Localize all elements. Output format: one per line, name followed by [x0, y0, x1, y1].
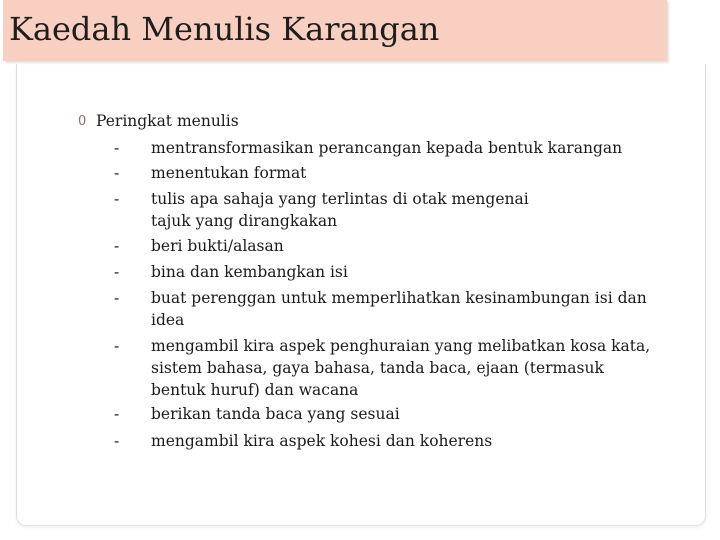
- dash-marker: -: [114, 263, 120, 281]
- dash-marker: -: [114, 405, 120, 423]
- list-item-line: menentukan format: [151, 164, 307, 182]
- list-item-text: [151, 335, 651, 401]
- section-heading: Peringkat menulis: [96, 112, 239, 130]
- list-item-text: [151, 235, 651, 257]
- list-item-text: [151, 261, 651, 283]
- list-item-line: mengambil kira aspek penghuraian yang melibatkan kosa kata,: [151, 337, 651, 355]
- dash-marker: -: [114, 164, 120, 182]
- list-item-text: [151, 287, 651, 331]
- list-item-line: bina dan kembangkan isi: [151, 263, 348, 281]
- list-item-text: [151, 137, 651, 159]
- list-item-line: beri bukti/alasan: [151, 237, 284, 255]
- list-item-line: berikan tanda baca yang sesuai: [151, 405, 400, 423]
- slide-title: Kaedah Menulis Karangan: [9, 10, 440, 48]
- dash-marker: -: [114, 432, 120, 450]
- list-item-line: mentransformasikan perancangan kepada bentuk karangan: [151, 139, 623, 157]
- list-item-line: bentuk huruf) dan wacana: [151, 381, 359, 399]
- dash-marker: -: [114, 190, 120, 208]
- dash-marker: -: [114, 237, 120, 255]
- bullet-icon: 0: [78, 114, 87, 129]
- list-item-line: tulis apa sahaja yang terlintas di otak mengenai: [151, 190, 529, 208]
- dash-marker: -: [114, 337, 120, 355]
- list-item-text: [151, 403, 651, 425]
- list-item-line: buat perenggan untuk memperlihatkan kesinambungan isi dan: [151, 289, 647, 307]
- list-item-line: idea: [151, 311, 185, 329]
- list-item-line: sistem bahasa, gaya bahasa, tanda baca, ejaan (termasuk: [151, 359, 604, 377]
- list-item-line: mengambil kira aspek kohesi dan koherens: [151, 432, 493, 450]
- list-item-line: tajuk yang dirangkakan: [151, 212, 338, 230]
- list-item-text: [151, 188, 651, 232]
- dash-marker: -: [114, 139, 120, 157]
- dash-marker: -: [114, 289, 120, 307]
- list-item-text: [151, 162, 651, 184]
- list-item-text: [151, 430, 651, 452]
